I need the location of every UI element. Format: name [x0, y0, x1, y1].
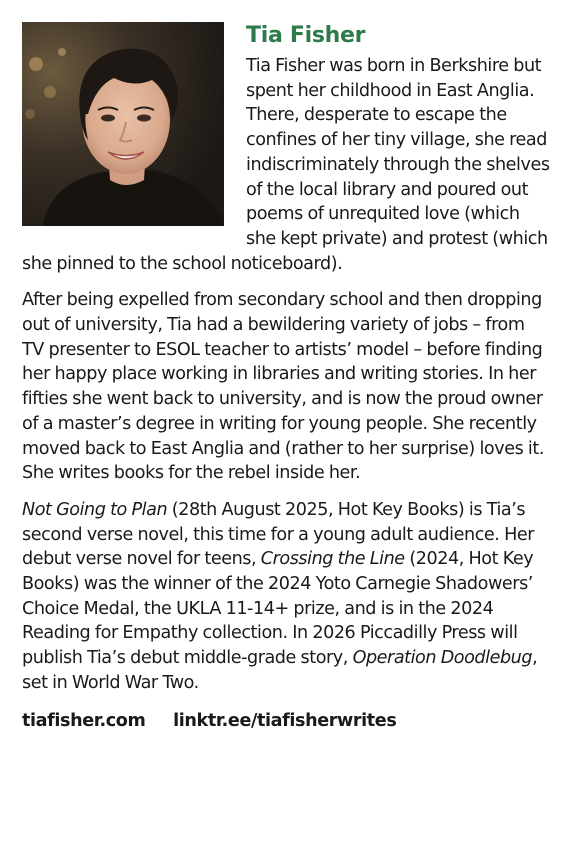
- author-links: [22, 711, 550, 731]
- bio-paragraph-1: Tia Fisher was born in Berkshire but spent her childhood in East Anglia. There, desperate to escape the confines of her tiny village, she read indiscriminately through the shelves of the local library and poured out poems of unrequited love (which she kept private) and protest (which she pinned to the school noticeboard).: [22, 56, 550, 274]
- author-name: Tia Fisher: [246, 23, 366, 48]
- bio-paragraph-3-text-3: , set in World War Two.: [22, 648, 538, 693]
- website-link[interactable]: tiafisher.com: [22, 710, 146, 731]
- book-title-not-going-to-plan: Not Going to Plan: [22, 499, 168, 520]
- bio-paragraph-3-text-2: (2024, Hot Key Books) was the winner of the 2024 Yoto Carnegie Shadowers’ Choice Medal, the UKLA 11-14+ prize, and is in the 2024 Reading for Empathy collection. In 2026 Piccadilly Press will publish Tia’s debut middle-grade story,: [22, 549, 534, 669]
- bio-paragraph-3-text-1: (28th August 2025, Hot Key Books) is Tia’s second verse novel, this time for a young adult audience. Her debut verse novel for teens,: [22, 499, 535, 570]
- linktree-link[interactable]: linktr.ee/tiafisherwrites: [173, 710, 397, 731]
- bio-paragraph-2: After being expelled from secondary school and then dropping out of university, Tia had a bewildering variety of jobs – from TV presenter to ESOL teacher to artists’ model – before finding her happy place working in libraries and writing stories. In her fifties she went back to university, and is now the proud owner of a master’s degree in writing for young people. She recently moved back to East Anglia and (rather to her surprise) loves it. She writes books for the rebel inside her.: [22, 290, 544, 484]
- book-title-crossing-the-line: Crossing the Line: [260, 549, 405, 570]
- bio-paragraph-3: [22, 498, 550, 696]
- author-portrait-illustration: [22, 22, 224, 226]
- author-bio-card: [22, 22, 550, 731]
- book-title-operation-doodlebug: Operation Doodlebug: [352, 648, 533, 669]
- author-photo: [22, 22, 224, 226]
